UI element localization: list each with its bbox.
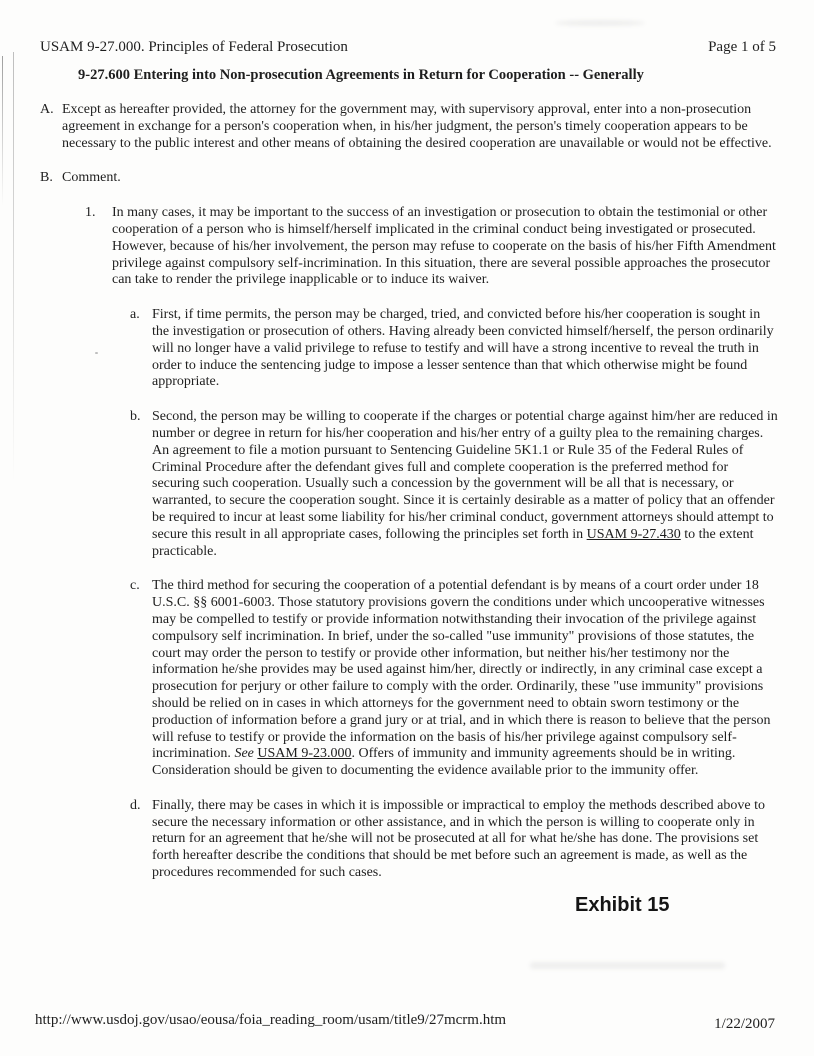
paragraph-text: Finally, there may be cases in which it is impossible or impractical to employ the methods described above to secure the necessary information or other assistance, and in which the person is willing to cooperate only in return for an agreement that he/she will not be prosecuted at all for what he/she has done. The provisions set forth hereafter describe the conditions that should be met before such an agreement is made, as well as the procedures recommended for such cases.	[152, 797, 765, 881]
see-reference: See	[234, 746, 254, 762]
list-marker: a.	[130, 307, 140, 323]
section-a	[40, 102, 778, 152]
list-marker: A.	[40, 102, 54, 117]
footer-date: 1/22/2007	[714, 1016, 775, 1032]
section-heading: 9-27.600 Entering into Non-prosecution Agreements in Return for Cooperation -- Generally	[78, 67, 644, 83]
paragraph-text: Comment.	[62, 170, 121, 186]
list-marker: B.	[40, 170, 53, 186]
scan-artifact-smudge	[530, 962, 725, 969]
paragraph-text	[152, 409, 778, 560]
usam-9-23-000-link: USAM 9-23.000	[257, 746, 352, 762]
list-marker: c.	[130, 578, 140, 594]
paragraph-segment: . Offers of immunity and immunity agreements should be in writing. Consideration should be given to documenting the evidence available prior to the immunity offer.	[152, 746, 736, 779]
header-document-title: USAM 9-27.000. Principles of Federal Prosecution	[40, 39, 348, 55]
paragraph-text: Except as hereafter provided, the attorney for the government may, with supervisory approval, enter into a non-prosecution agreement in exchange for a person's cooperation when, in his/her judgment, the person's timely cooperation appears to be necessary to the public interest and other means of obtaining the desired cooperation are unavailable or would not be effective.	[62, 102, 772, 151]
list-marker: 1.	[85, 205, 96, 221]
exhibit-stamp: Exhibit 15	[575, 893, 670, 916]
scan-artifact-smudge	[555, 20, 645, 26]
sub-item-b	[130, 409, 778, 560]
sub-item-d	[130, 798, 778, 882]
paragraph-segment: The third method for securing the cooperation of a potential defendant is by means of a court order under 18 U.S.C. §§ 6001-6003. Those statutory provisions govern the conditions under which uncooperative witnesses may be compelled to testify or provide information notwithstanding their invocation of the privilege against compulsory self incrimination. In brief, under the so-called "use immunity" provisions of those statutes, the court may order the person to testify or provide other information, but neither his/her testimony nor the information he/she provides may be used against him/her, directly or indirectly, in any criminal case except a prosecution for perjury or other failure to comply with the order. Ordinarily, these "use immunity" provisions should be relied on in cases in which attorneys for the government need to obtain sworn testimony or the production of information before a grand jury or at trial, and in which there is reason to believe that the person will refuse to testify or provide the information on the basis of his/her privilege against compulsory self-incrimination.	[152, 578, 771, 762]
paragraph-text: First, if time permits, the person may be charged, tried, and convicted before his/her cooperation is sought in the investigation or prosecution of others. Having already been convicted himself/herself, the person ordinarily will no longer have a valid privilege to refuse to testify and will have a strong incentive to reveal the truth in order to induce the sentencing judge to impose a lesser sentence than that which otherwise might be found appropriate.	[152, 307, 774, 390]
paragraph-text	[152, 578, 778, 780]
section-b	[40, 170, 778, 187]
paragraph-segment: Second, the person may be willing to cooperate if the charges or potential charge against him/her are reduced in number or degree in return for his/her cooperation and his/her entry of a guilty plea to the remaining charges. An agreement to file a motion pursuant to Sentencing Guideline 5K1.1 or Rule 35 of the Federal Rules of Criminal Procedure after the defendant gives full and complete cooperation is the preferred method for securing such cooperation. Usually such a concession by the government will be all that is necessary, or warranted, to secure the cooperation sought. Since it is certainly desirable as a matter of policy that an offender be required to incur at least some liability for his/her criminal conduct, government attorneys should attempt to secure this result in all appropriate cases, following the principles set forth in	[152, 409, 778, 542]
page-header	[40, 38, 776, 56]
usam-9-27-430-link: USAM 9-27.430	[586, 526, 681, 542]
sub-item-a	[130, 307, 778, 391]
footer-url: http://www.usdoj.gov/usao/eousa/foia_reading_room/usam/title9/27mcrm.htm	[35, 1012, 507, 1028]
scan-artifact-line	[13, 52, 14, 482]
paragraph-segment: to the extent practicable.	[152, 526, 754, 559]
document-body	[40, 66, 778, 914]
scan-artifact-line	[2, 56, 3, 206]
list-marker: d.	[130, 797, 141, 813]
page-footer	[35, 1012, 775, 1033]
page-number: Page 1 of 5	[708, 39, 776, 55]
sub-item-c	[130, 578, 778, 780]
paragraph-text: In many cases, it may be important to the success of an investigation or prosecution to obtain the testimonial or other cooperation of a person who is himself/herself implicated in the criminal conduct being investigated or prosecuted. However, because of his/her involvement, the person may refuse to cooperate on the basis of his/her Fifth Amendment privilege against compulsory self-incrimination. In this situation, there are several possible approaches the prosecutor can take to render the privilege inapplicable or to induce its waiver.	[112, 205, 776, 288]
list-marker: b.	[130, 409, 141, 425]
comment-item-1	[85, 205, 778, 289]
